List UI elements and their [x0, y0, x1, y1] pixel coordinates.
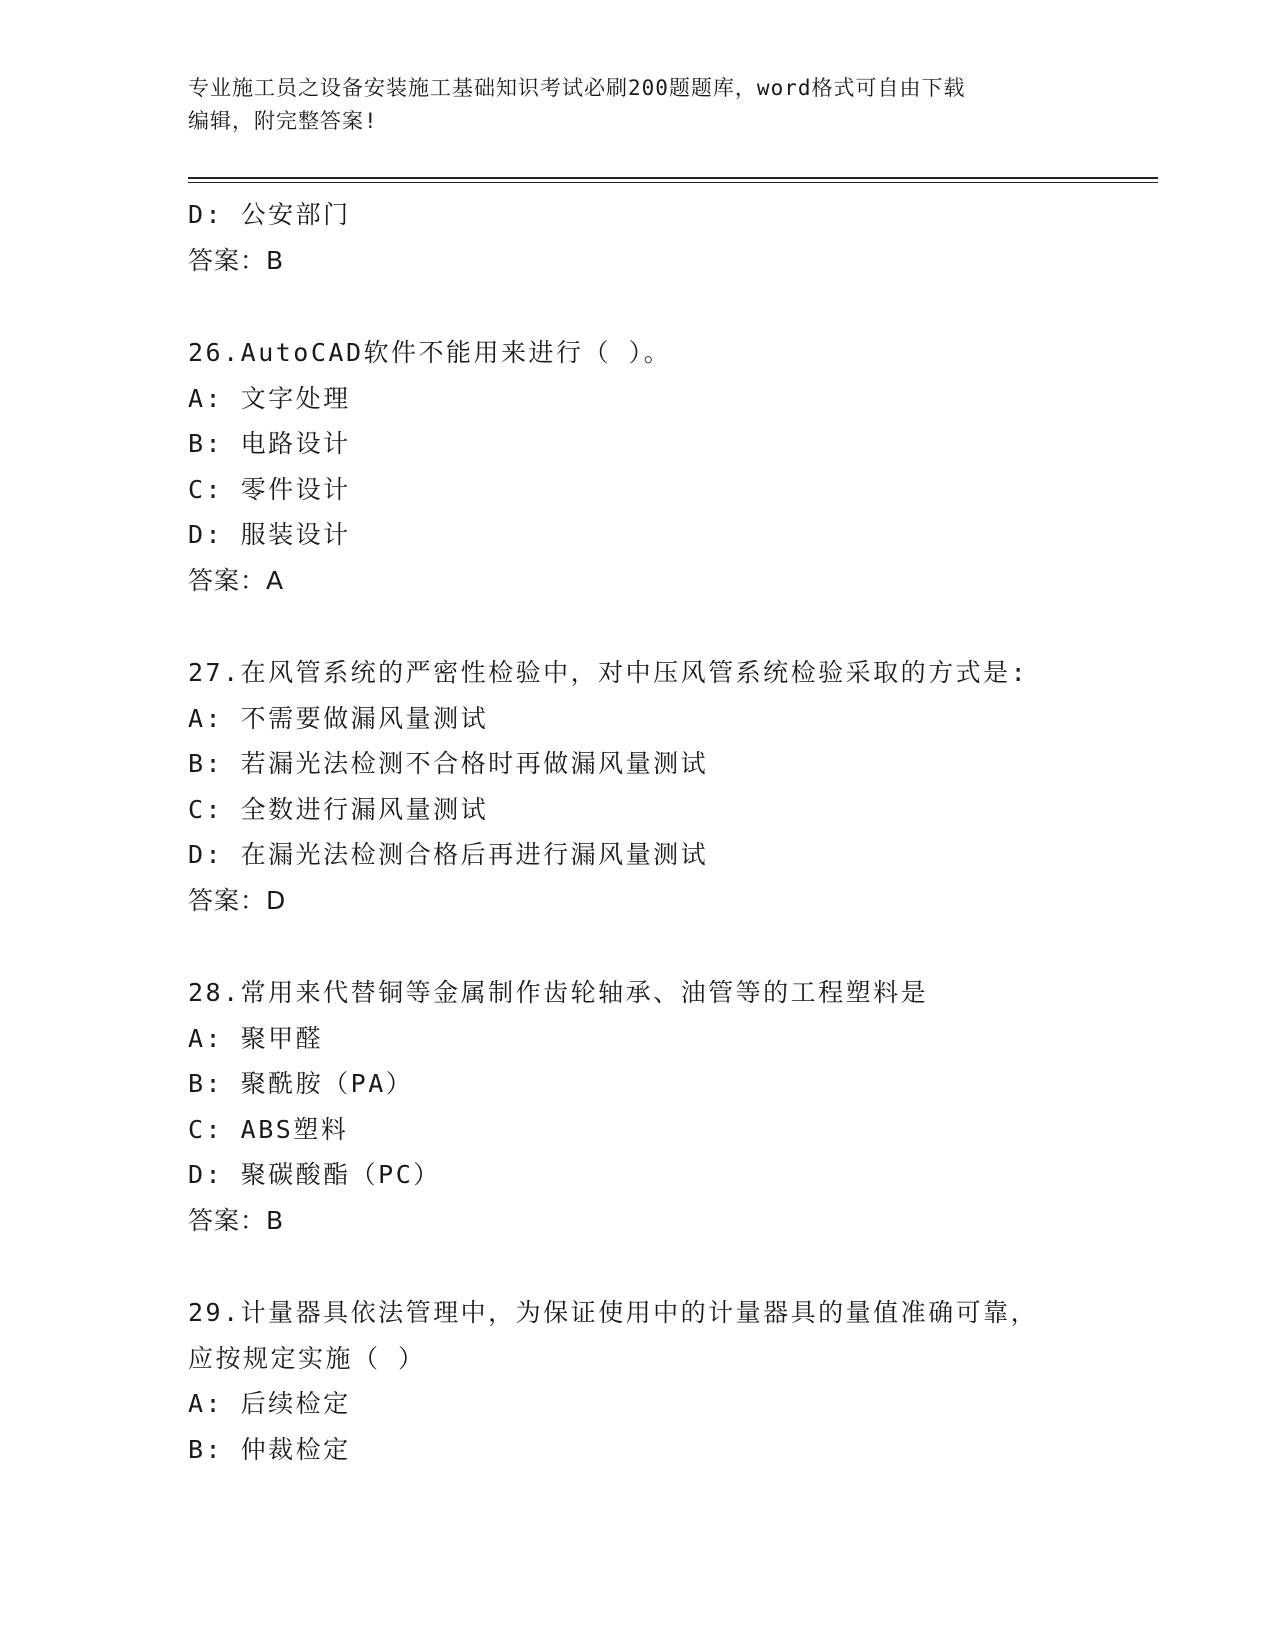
option-b: B: 仲裁检定	[188, 1434, 351, 1464]
question-list	[188, 192, 1148, 1472]
option-c: C: 零件设计	[188, 474, 351, 504]
header-divider-thick	[188, 177, 1158, 179]
option-d: D: 公安部门	[188, 200, 351, 229]
question-stem-continued: 应按规定实施（ ）	[188, 1343, 426, 1373]
question-stem: 28.常用来代替铜等金属制作齿轮轴承、油管等的工程塑料是	[188, 978, 929, 1007]
spacer	[188, 603, 1148, 650]
question-stem: 26.AutoCAD软件不能用来进行（ ）。	[188, 338, 672, 367]
option-a: A: 不需要做漏风量测试	[188, 703, 489, 733]
option-a: A: 文字处理	[188, 383, 351, 413]
question-28	[188, 970, 1148, 1243]
header-divider-thin	[188, 182, 1158, 183]
option-a: A: 后续检定	[188, 1389, 351, 1418]
spacer	[188, 923, 1148, 970]
question-stem: 29.计量器具依法管理中，为保证使用中的计量器具的量值准确可靠，	[188, 1298, 1039, 1327]
option-c: C: ABS塑料	[188, 1114, 349, 1144]
option-c: C: 全数进行漏风量测试	[188, 794, 489, 824]
answer-line: 答案：B	[188, 245, 285, 275]
question-stem: 27.在风管系统的严密性检验中，对中压风管系统检验采取的方式是:	[188, 658, 1029, 687]
option-d: D: 服装设计	[188, 520, 351, 549]
option-a: A: 聚甲醛	[188, 1023, 324, 1053]
option-b: B: 若漏光法检测不合格时再做漏风量测试	[188, 749, 709, 778]
question-26	[188, 330, 1148, 603]
answer-line: 答案：B	[188, 1205, 285, 1235]
document-header: 专业施工员之设备安装施工基础知识考试必刷200题题库，word格式可自由下载 编辑，附完整答案!	[188, 76, 966, 133]
spacer	[188, 283, 1148, 330]
answer-line: 答案：A	[188, 565, 285, 595]
option-b: B: 电路设计	[188, 429, 351, 458]
option-d: D: 在漏光法检测合格后再进行漏风量测试	[188, 840, 709, 869]
answer-line: 答案：D	[188, 885, 287, 915]
spacer	[188, 1243, 1148, 1290]
question-27	[188, 650, 1148, 923]
question-29	[188, 1290, 1148, 1472]
option-b: B: 聚酰胺（PA）	[188, 1069, 414, 1098]
option-d: D: 聚碳酸酯（PC）	[188, 1160, 441, 1189]
